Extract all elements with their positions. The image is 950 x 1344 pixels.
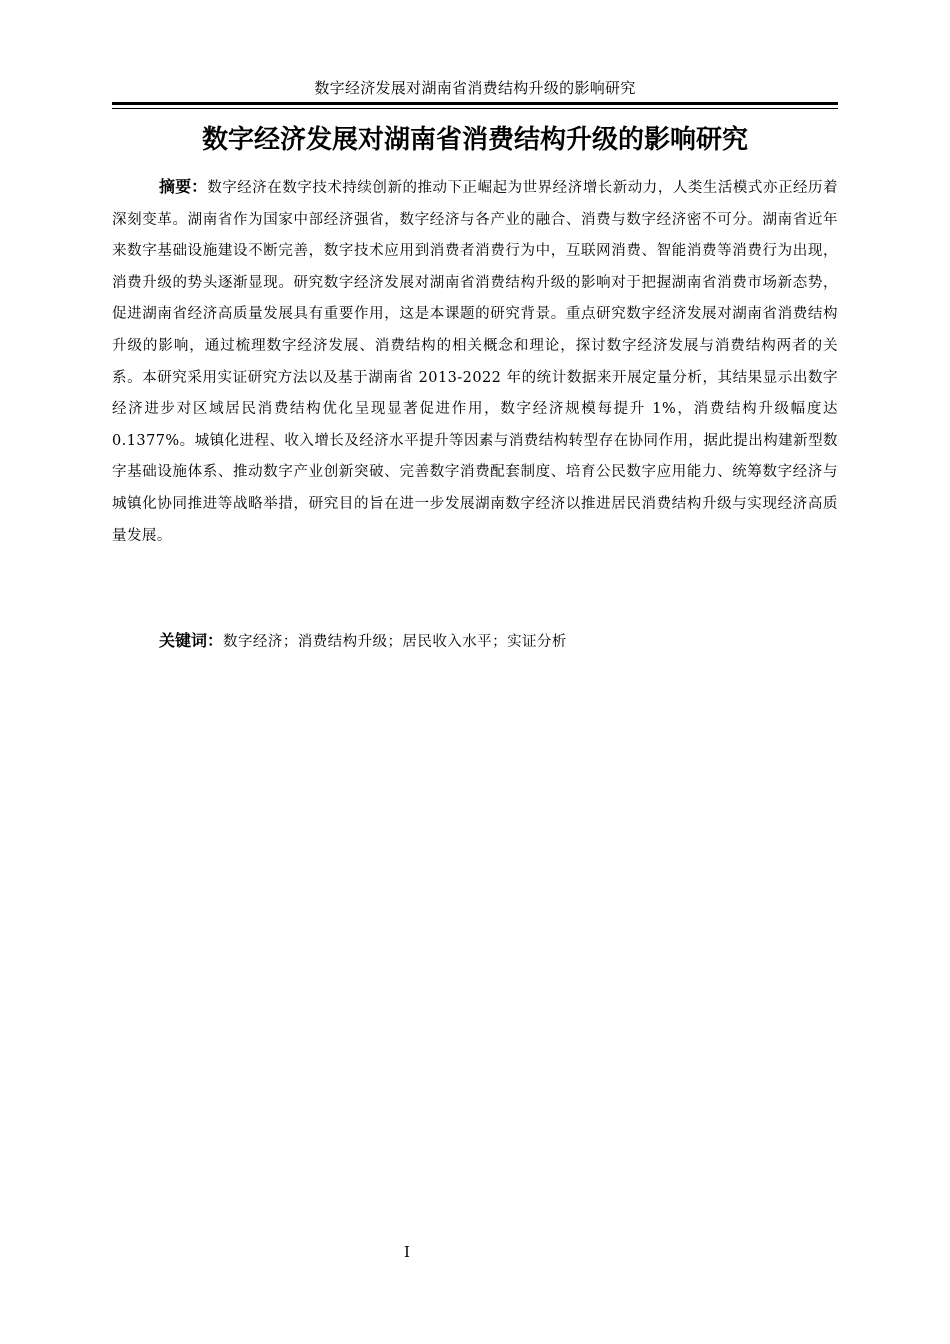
header-rule-thin bbox=[112, 108, 838, 109]
running-header: 数字经济发展对湖南省消费结构升级的影响研究 bbox=[314, 79, 636, 97]
abstract-paragraph bbox=[112, 171, 838, 552]
keywords-paragraph bbox=[112, 625, 838, 659]
document-title: 数字经济发展对湖南省消费结构升级的影响研究 bbox=[201, 125, 748, 155]
abstract-text: 数字经济在数字技术持续创新的推动下正崛起为世界经济增长新动力，人类生活模式亦正经历着深刻变革。湖南省作为国家中部经济强省，数字经济与各产业的融合、消费与数字经济密不可分。湖南省近年来数字基础设施建设不断完善，数字技术应用到消费者消费行为中，互联网消费、智能消费等消费行为出现，消费升级的势头逐渐显现。研究数字经济发展对湖南省消费结构升级的影响对于把握湖南省消费市场新态势，促进湖南省经济高质量发展具有重要作用，这是本课题的研究背景。重点研究数字经济发展对湖南省消费结构升级的影响，通过梳理数字经济发展、消费结构的相关概念和理论，探讨数字经济发展与消费结构两者的关系。本研究采用实证研究方法以及基于湖南省 2013-2022 年的统计数据来开展定量分析，其结果显示出数字经济进步对区域居民消费结构优化呈现显著促进作用，数字经济规模每提升 1%，消费结构升级幅度达 0.1377%。城镇化进程、收入增长及经济水平提升等因素与消费结构转型存在协同作用，据此提出构建新型数字基础设施体系、推动数字产业创新突破、完善数字消费配套制度、培育公民数字应用能力、统筹数字经济与城镇化协同推进等战略举措，研究目的旨在进一步发展湖南数字经济以推进居民消费结构升级与实现经济高质量发展。 bbox=[112, 180, 838, 544]
abstract-label: 摘要： bbox=[159, 177, 208, 196]
keywords-text: 数字经济；消费结构升级；居民收入水平；实证分析 bbox=[223, 634, 567, 650]
page-number: I bbox=[404, 1243, 410, 1261]
header-rule bbox=[112, 102, 838, 105]
keywords-label: 关键词： bbox=[159, 631, 224, 650]
